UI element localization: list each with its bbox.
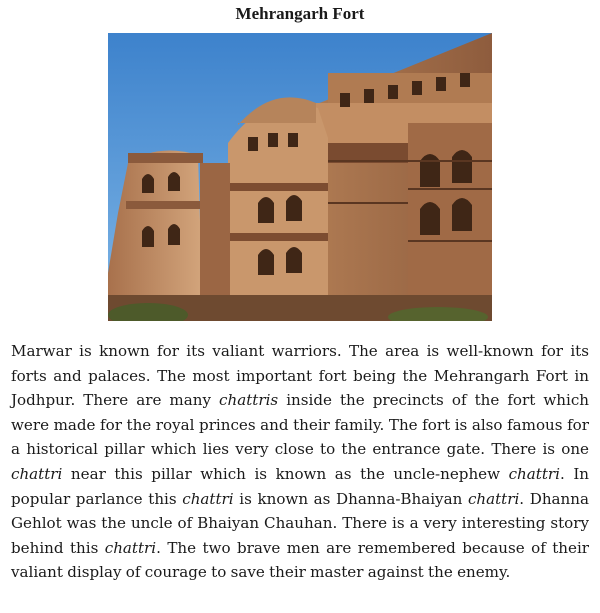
italic-term: chattris bbox=[219, 391, 279, 410]
italic-term: chattri bbox=[467, 489, 520, 508]
text-segment: Marwar is known for its valiant warriors. The area is well-known for its forts and palaces. The most important fort being the Mehrangarh Fort in Jodhpur. There are many bbox=[11, 342, 589, 410]
text-segment: . In popular parlance this bbox=[11, 464, 590, 508]
body-paragraph bbox=[11, 339, 589, 585]
italic-term: chattri bbox=[182, 489, 234, 508]
page-title: Mehrangarh Fort bbox=[235, 4, 365, 23]
text-segment: . The two brave men are remembered because of their valiant display of courage to save their master against the enemy. bbox=[11, 538, 589, 582]
italic-term: chattri bbox=[11, 464, 63, 483]
italic-term: chattri bbox=[104, 538, 157, 557]
text-segment: . Dhanna Gehlot was the uncle of Bhaiyan Chauhan. There is a very interesting story behind this bbox=[11, 489, 589, 557]
text-segment: is known as Dhanna-Bhaiyan bbox=[233, 489, 468, 508]
text-segment: near this pillar which is known as the uncle-nephew bbox=[62, 464, 509, 483]
italic-term: chattri bbox=[508, 464, 560, 483]
fort-photo bbox=[108, 33, 492, 321]
text-segment: inside the precincts of the fort which were made for the royal princes and their family. The fort is also famous for a historical pillar which lies very close to the entrance gate. There is one bbox=[11, 391, 589, 459]
